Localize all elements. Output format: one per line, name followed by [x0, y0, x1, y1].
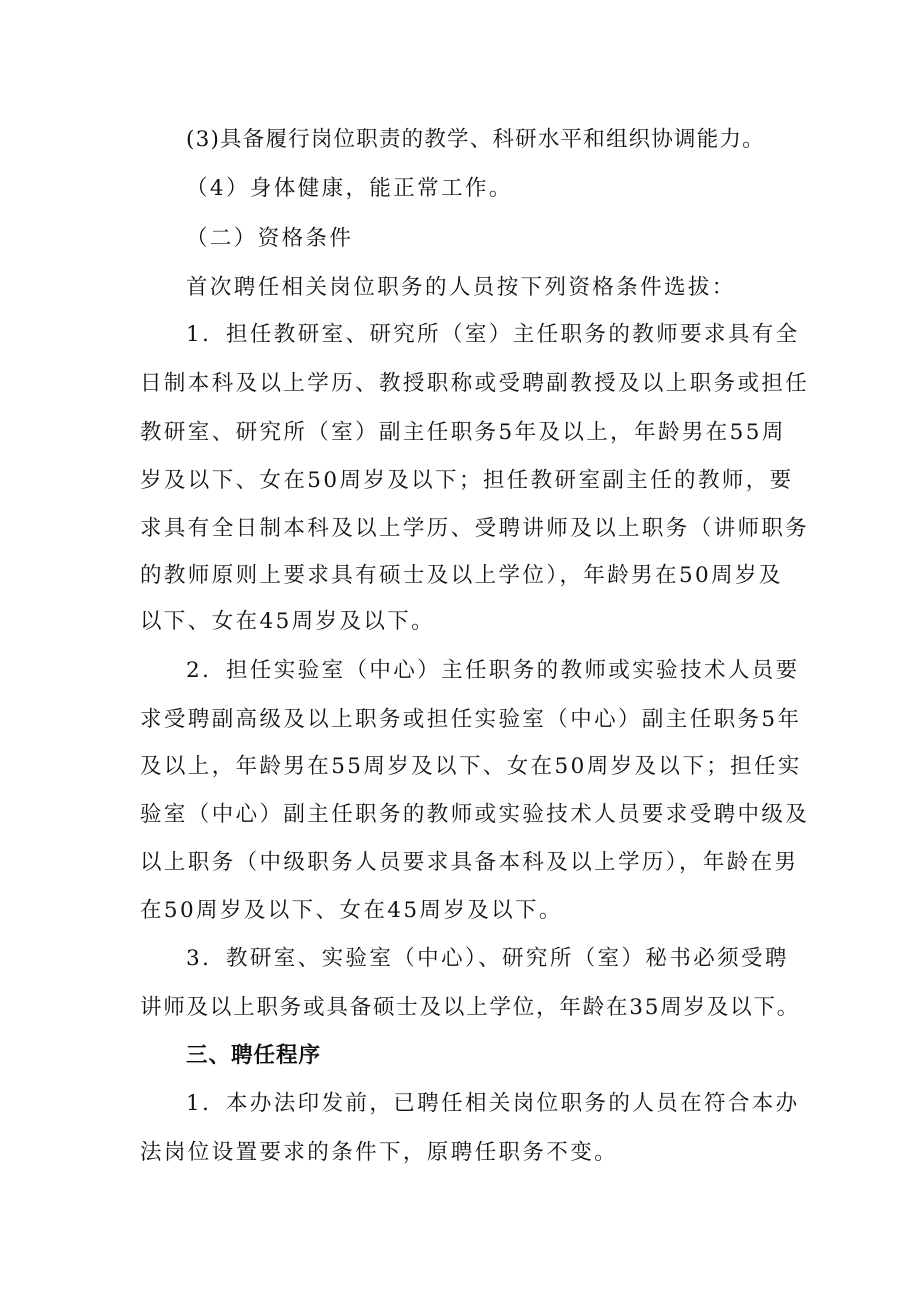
paragraph-line: 1．担任教研室、研究所（室）主任职务的教师要求具有全	[186, 322, 800, 347]
paragraph-line: 及以上，年龄男在55周岁及以下、女在50周岁及以下；担任实	[140, 754, 802, 779]
paragraph-line: 3．教研室、实验室（中心）、研究所（室）秘书必须受聘	[186, 946, 789, 971]
paragraph-line: 2．担任实验室（中心）主任职务的教师或实验技术人员要	[186, 658, 800, 683]
paragraph-line: 讲师及以上职务或具备硕士及以上学位，年龄在35周岁及以下。	[140, 995, 801, 1020]
paragraph-line: （4）身体健康，能正常工作。	[186, 176, 513, 201]
paragraph-line: 首次聘任相关岗位职务的人员按下列资格条件选拔：	[186, 275, 736, 300]
paragraph-line: 以上职务（中级职务人员要求具备本科及以上学历），年龄在男	[140, 850, 799, 875]
paragraph-line: 的教师原则上要求具有硕士及以上学位），年龄男在50周岁及	[140, 563, 783, 588]
paragraph-line: 求具有全日制本科及以上学历、受聘讲师及以上职务（讲师职务	[140, 516, 810, 541]
paragraph-line: (3)具备履行岗位职责的教学、科研水平和组织协调能力。	[186, 127, 765, 152]
paragraph-line: 1．本办法印发前，已聘任相关岗位职务的人员在符合本办	[186, 1091, 800, 1116]
paragraph-line: 日制本科及以上学历、教授职称或受聘副教授及以上职务或担任	[140, 371, 810, 396]
section-subheading: （二）资格条件	[186, 226, 354, 251]
paragraph-line: 在50周岁及以下、女在45周岁及以下。	[140, 898, 563, 923]
paragraph-line: 求受聘副高级及以上职务或担任实验室（中心）副主任职务5年	[140, 707, 802, 732]
paragraph-line: 教研室、研究所（室）副主任职务5年及以上，年龄男在55周	[140, 420, 786, 445]
paragraph-line: 法岗位设置要求的条件下，原聘任职务不变。	[140, 1140, 619, 1165]
paragraph-line: 验室（中心）副主任职务的教师或实验技术人员要求受聘中级及	[140, 802, 810, 827]
section-heading: 三、聘任程序	[186, 1043, 322, 1068]
paragraph-line: 岁及以下、女在50周岁及以下；担任教研室副主任的教师，要	[140, 468, 794, 493]
paragraph-line: 以下、女在45周岁及以下。	[140, 609, 436, 634]
